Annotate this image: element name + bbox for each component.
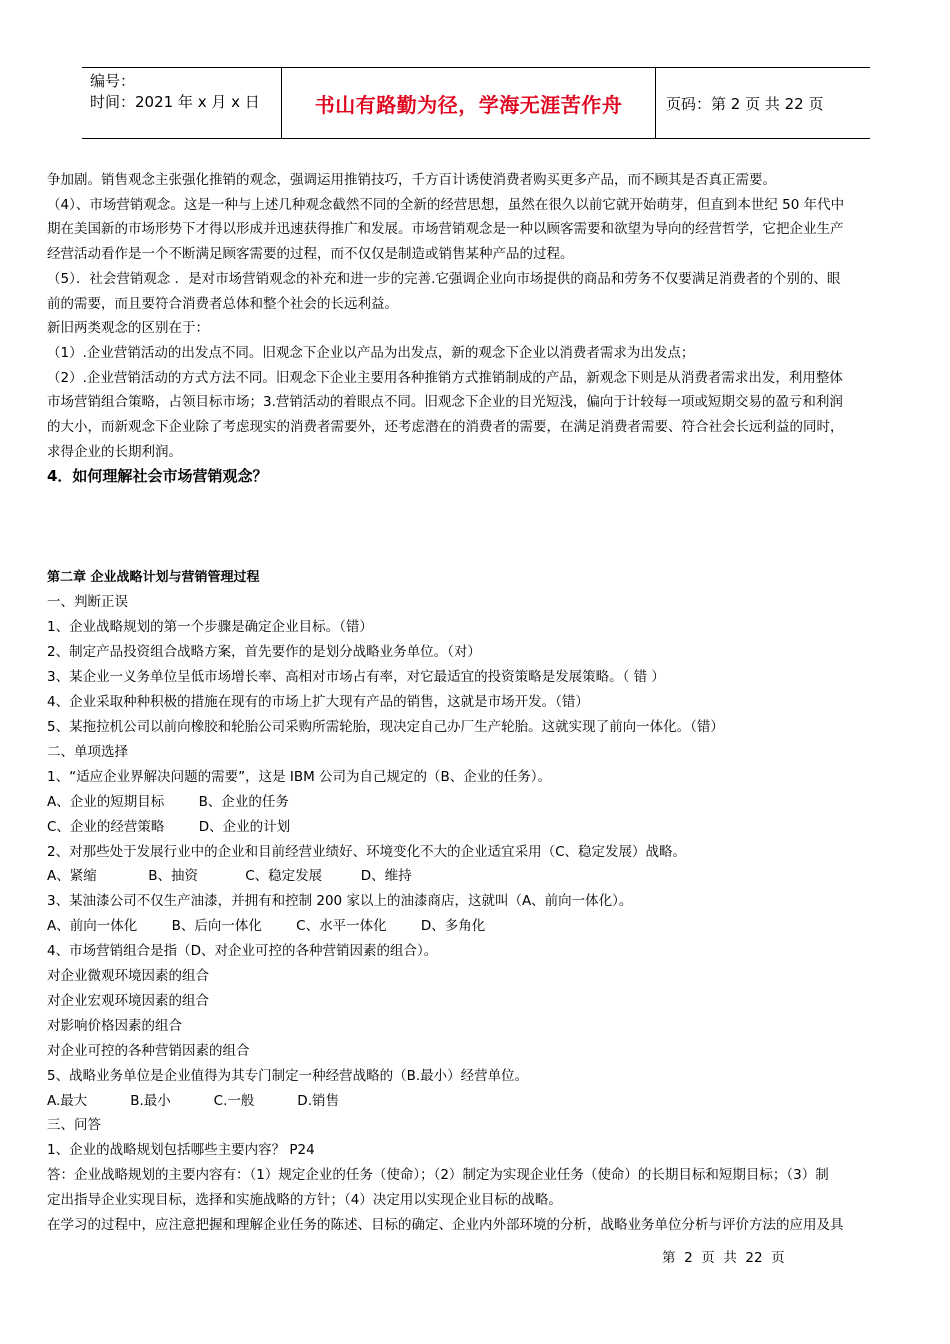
text-line: 2、对那些处于发展行业中的企业和目前经营业绩好、环境变化不大的企业适宜采用（C、稳定发展）战略。	[47, 843, 687, 860]
text-line: 经营活动看作是一个不断满足顾客需要的过程，而不仅仅是制造或销售某种产品的过程。	[47, 246, 574, 263]
text-line: A、前向一体化 B、后向一体化 C、水平一体化 D、多角化	[47, 918, 486, 935]
text-line: 4、市场营销组合是指（D、对企业可控的各种营销因素的组合）。	[47, 943, 438, 960]
text-line: 4、企业采取种种积极的措施在现有的市场上扩大现有产品的销售，这就是市场开发。（错）	[47, 694, 589, 711]
text-line: 二、单项选择	[47, 743, 128, 760]
text-line: A、紧缩 B、抽资 C、稳定发展 D、维持	[47, 868, 412, 885]
page-header	[82, 67, 870, 139]
text-line: 在学习的过程中，应注意把握和理解企业任务的陈述、目标的确定、企业内外部环境的分析，战略业务单位分析与评价方法的应用及具	[47, 1217, 844, 1234]
text-line: 对影响价格因素的组合	[47, 1017, 182, 1034]
text-line: 答：企业战略规划的主要内容有：（1）规定企业的任务（使命）；（2）制定为实现企业任务（使命）的长期目标和短期目标；（3）制	[47, 1167, 829, 1184]
text-line: 的大小，而新观念下企业除了考虑现实的消费者需要外，还考虑潜在的消费者的需要，在满足消费者需要、符合社会长远利益的同时，	[47, 419, 844, 436]
page-footer: 第 2 页 共 22 页	[662, 1250, 785, 1266]
header-meta	[82, 68, 282, 138]
text-line: A、企业的短期目标 B、企业的任务	[47, 793, 289, 810]
text-line: 对企业可控的各种营销因素的组合	[47, 1042, 250, 1059]
header-page-label: 页码：第 2 页 共 22 页	[666, 94, 824, 113]
text-line: 争加剧。销售观念主张强化推销的观念，强调运用推销技巧，千方百计诱使消费者购买更多产品，而不顾其是否真正需要。	[47, 172, 776, 188]
text-line: 三、问答	[47, 1117, 101, 1134]
text-line: 求得企业的长期利润。	[47, 443, 182, 460]
section1	[47, 168, 905, 464]
text-line: 市场营销组合策略，占领目标市场；3.营销活动的着眼点不同。旧观念下企业的目光短浅，偏向于计较每一项或短期交易的盈亏和利润	[47, 394, 843, 411]
question-heading: 4．如何理解社会市场营销观念？	[47, 467, 268, 486]
code-label: 编号：	[90, 72, 136, 90]
section2	[47, 590, 905, 1238]
text-line: A.最大 B.最小 C.一般 D.销售	[47, 1092, 339, 1109]
text-line: 1、“适应企业界解决问题的需要”，这是 IBM 公司为自己规定的（B、企业的任务）。	[47, 768, 552, 785]
text-line: （1）.企业营销活动的出发点不同。旧观念下企业以产品为出发点，新的观念下企业以消费者需求为出发点；	[47, 344, 695, 361]
text-line: 一、判断正误	[47, 594, 128, 611]
text-line: （2）.企业营销活动的方式方法不同。旧观念下企业主要用各种推销方式推销制成的产品，新观念下则是从消费者需求出发，利用整体	[47, 369, 843, 386]
text-line: 3、某企业一义务单位呈低市场增长率、高相对市场占有率，对它最适宜的投资策略是发展策略。（ 错 ）	[47, 669, 665, 686]
document-body	[47, 168, 905, 1238]
text-line: C、企业的经营策略 D、企业的计划	[47, 818, 291, 835]
text-line: 新旧两类观念的区别在于：	[47, 320, 209, 337]
text-line: 前的需要，而且要符合消费者总体和整个社会的长远利益。	[47, 295, 398, 312]
text-line: 5、战略业务单位是企业值得为其专门制定一种经营战略的（B.最小）经营单位。	[47, 1067, 529, 1084]
text-line: 1、企业的战略规划包括哪些主要内容？ P24	[47, 1142, 315, 1159]
chapter-title: 第二章 企业战略计划与营销管理过程	[47, 570, 260, 586]
text-line: 对企业微观环境因素的组合	[47, 968, 209, 985]
text-line: （4）、市场营销观念。这是一种与上述几种观念截然不同的全新的经营思想，虽然在很久以前它就开始萌芽，但直到本世纪 50 年代中	[47, 196, 845, 213]
header-motto: 书山有路勤为径，学海无涯苦作舟	[282, 68, 656, 138]
time-label: 时间：2021 年 x 月 x 日	[90, 93, 260, 111]
spacer	[47, 488, 905, 566]
text-line: 期在美国新的市场形势下才得以形成并迅速获得推广和发展。市场营销观念是一种以顾客需要和欲望为导向的经营哲学，它把企业生产	[47, 221, 844, 238]
text-line: （5）．社会营销观念 ．是对市场营销观念的补充和进一步的完善.它强调企业向市场提供的商品和劳务不仅要满足消费者的个别的、眼	[47, 270, 841, 287]
text-line: 2、制定产品投资组合战略方案，首先要作的是划分战略业务单位。（对）	[47, 644, 481, 661]
text-line: 3、某油漆公司不仅生产油漆，并拥有和控制 200 家以上的油漆商店，这就叫（A、前向一体化）。	[47, 893, 633, 910]
text-line: 1、企业战略规划的第一个步骤是确定企业目标。（错）	[47, 619, 373, 636]
text-line: 5、某拖拉机公司以前向橡胶和轮胎公司采购所需轮胎，现决定自己办厂生产轮胎。这就实现了前向一体化。（错）	[47, 718, 724, 735]
text-line: 定出指导企业实现目标，选择和实施战略的方针；（4）决定用以实现企业目标的战略。	[47, 1192, 562, 1209]
text-line: 对企业宏观环境因素的组合	[47, 992, 209, 1009]
